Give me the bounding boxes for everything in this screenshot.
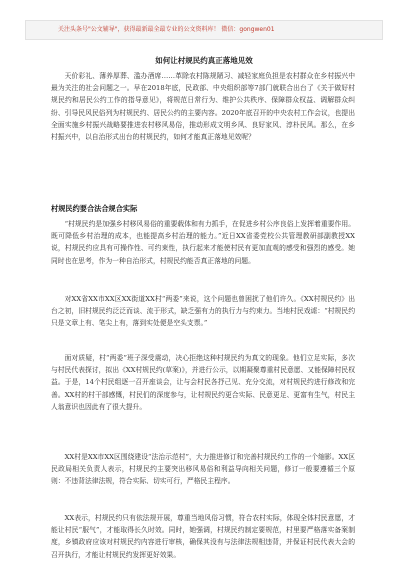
- header-banner: 关注头条号"公文辅导"，获得最新最全最专业的公文资料库！ 微信：gongwen01: [25, 20, 383, 40]
- article-paragraph: XX村是XX市XX区围绕建设“法治示范村”，大力推进修订和完善村规民约工作的一个缩影。XX区民政局相关负责人表示，村规民约主要突出移风易俗和利益导向相关问题，修订一般要遵循三个原则：不违背法律法规，符合实际、切实可行，严格民主程序。: [51, 453, 355, 486]
- section-heading: 村规民约要合法合规合实际: [51, 204, 138, 213]
- article-paragraph: XX表示，村规民约只有依法规开展，尊重当地风俗习惯，符合农村实际，体现全体村民意愿，才能让村民“服气”，才能取得长久时效。同时，她强调，村规民约制定要规范，村里要严格落实备案制度，乡镇政府应该对村规民约内容进行审核，确保其没有与法律法规相违背，并保证村民代表大会的召开执行，才能让村规民约发挥更好效果。: [51, 514, 355, 559]
- article-paragraph: 面对质疑，村“两委”班子深受震动，决心拒绝这种村规民约为真文的现象。他们立足实际，多次与村民代表探讨，拟出《XX村规民约(草案)》，并进行公示，以期凝聚尊重村民意愿、又能保障村民权益。于是，14个村民组逐一召开座谈会，让与会村民各抒己见、充分交流，对村规民约进行修改和完善。XX村的村干部感慨，村民们的深度参与，让村规民约更合实际、民意更足、更富有生气，村民主人翁意识也因此有了很大提升。: [51, 354, 355, 411]
- article-paragraph: “村规民约是加强乡村移风易俗的重要载体和有力抓手，在促进乡村公序良俗上发挥着重要作用。既可降低乡村治理的成本，也能提高乡村治理的能力。”近日XX省委党校公共管理教研部副教授XX说，村规民约应具有可操作性、可约束性，执行起来才能使村民有更加直观的感受和强烈的感受。她同时也在思考，作为一种自治形式，村规民约能否真正落地的问题。: [51, 220, 355, 265]
- article-paragraph: 天价彩礼、薄养厚葬、滥办酒席……革除农村陈规陋习、减轻家庭负担是农村群众在乡村振兴中最为关注的社会问题之一。早在2018年底，民政部、中央组织部等7部门就联合出台了《关于做好村规民约和居民公约工作的指导意见》，将规范日常行为、维护公共秩序、保障群众权益、调解群众纠纷、引导民风民俗列为村规民约、居民公约的主要内容。2020年底召开的中央农村工作会议，也提出全面实施乡村振兴战略要推进农村移风易俗，推动形成文明乡风、良好家风、淳朴民风。那么，在乡村振兴中，以自治形式出台的村规民约，如何才能真正落地见效呢？: [51, 72, 355, 142]
- article-title: 如何让村规民约真正落地见效: [155, 56, 253, 65]
- article-paragraph: 对XX省XX市XX区XX街道XX村“两委”来说，这个问题也曾困扰了他们许久。《XX村规民约》出台之初，旧村规民约泛泛而谈、流于形式，缺乏强有力的执行力与约束力。当地村民戏谑：“村规民约只是文章上有、笔尖上有，落到实处便是空头支票。”: [51, 295, 355, 328]
